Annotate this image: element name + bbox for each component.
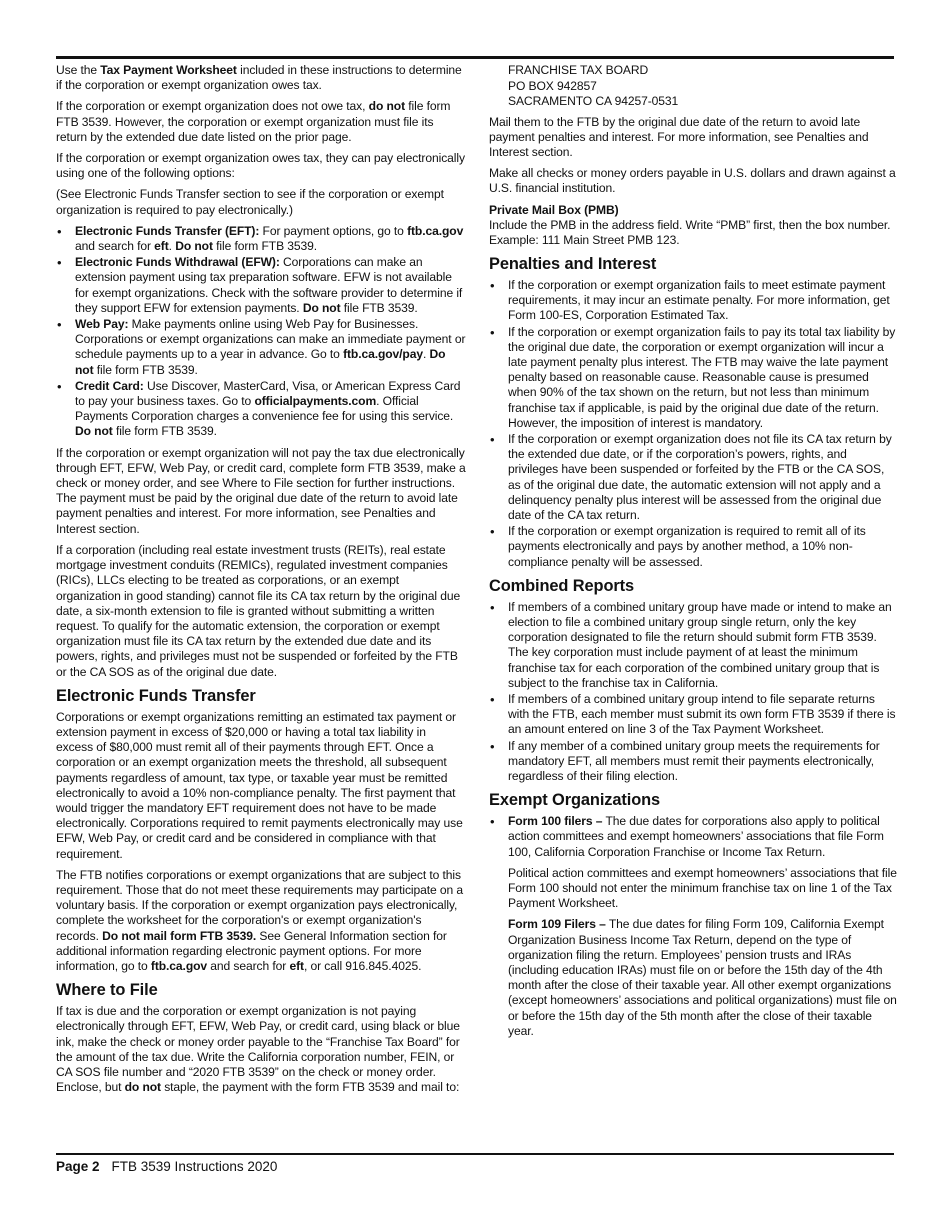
penalties-heading: Penalties and Interest	[489, 254, 657, 273]
worksheet-paragraph: Use the Tax Payment Worksheet included in these instructions to determine if the corporation or exempt organization owes tax.	[56, 63, 462, 93]
list-item: • Electronic Funds Transfer (EFT): For payment options, go to ftb.ca.gov and search for eft. Do not file form FTB 3539.	[56, 224, 466, 254]
list-item: • If members of a combined unitary group intend to file separate returns with the FTB, each member must submit its own form FTB 3539 if there is an amount entered on line 3 of the Tax Payment Worksheet.	[489, 692, 897, 738]
exempt-orgs-list	[489, 814, 897, 860]
eft-heading: Electronic Funds Transfer	[56, 686, 256, 705]
combined-reports-list	[489, 600, 897, 784]
pac-paragraph: Political action committees and exempt homeowners’ associations that file Form 100 should not enter the minimum franchise tax on line 1 of the Tax Payment Worksheet.	[508, 865, 897, 911]
document-title: FTB 3539 Instructions 2020	[111, 1159, 278, 1174]
payment-options-list	[56, 224, 466, 440]
eft-paragraph: Corporations or exempt organizations remitting an estimated tax payment or extension payment in excess of $20,000 or having a total tax liability in excess of $80,000 must remit all of their payments through EFT. Once a corporation or an exempt organization meets the threshold, all subsequent payments regardless of amount, tax type, or taxable year must be remitted electronically to avoid a 10% non-compliance penalty. The first payment that would trigger the mandatory EFT requirement does not have to be made electronically. Corporations required to remit payments electronically may use EFW, Web Pay, or credit card and be considered in compliance with that requirement.	[56, 709, 463, 861]
bottom-rule	[56, 1153, 894, 1155]
combined-reports-heading: Combined Reports	[489, 576, 635, 595]
us-dollars-paragraph: Make all checks or money orders payable in U.S. dollars and drawn against a U.S. financial institution.	[489, 166, 896, 196]
no-tax-paragraph: If the corporation or exempt organization does not owe tax, do not file form FTB 3539. However, the corporation or exempt organization must file its return by the extended due date listed on the prior page.	[56, 99, 451, 144]
address-line: SACRAMENTO CA 94257-0531	[508, 94, 679, 108]
exempt-orgs-heading: Exempt Organizations	[489, 791, 661, 810]
address-line: FRANCHISE TAX BOARD	[508, 63, 649, 77]
page-footer	[56, 1158, 277, 1175]
page-number: Page 2	[56, 1159, 100, 1174]
list-item: • Electronic Funds Withdrawal (EFW): Corporations can make an extension payment using tax preparation software. EFW is not available for exempt organizations. Check with the software provider to determine if they support EFW for extension payments. Do not file FTB 3539.	[56, 255, 466, 316]
top-rule	[56, 56, 894, 59]
list-item: • If the corporation or exempt organization fails to pay its total tax liability by the original due date, the corporation or exempt organization will incur a late payment penalty plus interest. The FTB may waive the late payment penalty based on reasonable cause. Reasonable cause is presumed when 90% of the tax shown on the return, but not less than minimum franchise tax if applicable, is paid by the original due date of the return. However, the imposition of interest is mandatory.	[489, 325, 897, 431]
list-item: • If the corporation or exempt organization fails to meet estimate payment requirements, it may incur an estimate penalty. For more information, get Form 100-ES, Corporation Estimated Tax.	[489, 278, 897, 324]
extension-paragraph: If a corporation (including real estate investment trusts (REITs), real estate mortgage investment conduits (REMICs), regulated investment companies (RICs), LLCs electing to be treated as corporations, or an exempt organization in good standing) cannot file its CA tax return by the original due date, a six-month extension to file is granted without submitting a written request. To qualify for the automatic extension, the corporation or exempt organization must file its CA tax return by the extended due date and its powers, rights, and privileges must not be suspended or forfeited by the FTB or the CA SOS as of the original due date.	[56, 542, 461, 679]
where-to-file-paragraph: If tax is due and the corporation or exempt organization is not paying electronically through EFT, EFW, Web Pay, or credit card, using black or blue ink, make the check or money order payable to the “Franchise Tax Board” for the amount of the tax due. Write the California corporation number, FEIN, or CA SOS file number and “2020 FTB 3539” on the check or money order. Enclose, but do not staple, the payment with the form FTB 3539 and mail to:	[56, 1004, 460, 1095]
pmb-heading: Private Mail Box (PMB)	[489, 202, 619, 217]
list-item: • Web Pay: Make payments online using Web Pay for Businesses. Corporations or exempt organizations can make an immediate payment or schedule payments up to a year in advance. Go to ftb.ca.gov/pay. Do not file form FTB 3539.	[56, 317, 466, 378]
list-item: • If members of a combined unitary group have made or intend to make an election to file a combined unitary group single return, only the key corporation designated to file the return should submit form FTB 3539. The key corporation must include payment of at least the minimum franchise tax for each corporation of the combined unitary group that is subject to the franchise tax in California.	[489, 600, 897, 691]
address-line: PO BOX 942857	[508, 78, 597, 93]
penalties-list	[489, 278, 897, 570]
owes-tax-paragraph: If the corporation or exempt organization owes tax, they can pay electronically using one of the following options:	[56, 151, 465, 181]
right-column	[489, 63, 897, 1045]
mail-deadline-paragraph: Mail them to the FTB by the original due date of the return to avoid late payment penalties and interest. For more information, see Penalties and Interest section.	[489, 114, 869, 159]
list-item: • If the corporation or exempt organization is required to remit all of its payments electronically and pays by another method, a 10% non-compliance penalty will be assessed.	[489, 524, 897, 570]
pmb-paragraph: Include the PMB in the address field. Write “PMB” first, then the box number. Example: 111 Main Street PMB 123.	[489, 217, 891, 247]
list-item: • If the corporation or exempt organization does not file its CA tax return by the extended due date, or if the corporation’s powers, rights, and privileges have been suspended or forfeited by the FTB or the CA SOS, as of the original due date, the automatic extension will not apply and a delinquency penalty plus interest will be assessed from the original due date of the CA tax return.	[489, 432, 897, 523]
list-item: • If any member of a combined unitary group meets the requirements for mandatory EFT, all members must remit their payments electronically, regardless of their filing election.	[489, 739, 897, 785]
list-item: • Credit Card: Use Discover, MasterCard, Visa, or American Express Card to pay your business taxes. Go to officialpayments.com. Official Payments Corporation charges a convenience fee for using this service. Do not file form FTB 3539.	[56, 379, 466, 440]
no-electronic-paragraph: If the corporation or exempt organization will not pay the tax due electronically through EFT, EFW, Web Pay, or credit card, complete form FTB 3539, make a check or money order, and see Where to File section for further instructions. The payment must be paid by the original due date of the return to avoid late payment penalties and interest. For more information, see Penalties and Interest section.	[56, 445, 466, 536]
form-109-paragraph: Form 109 Filers – The due dates for filing Form 109, California Exempt Organization Business Income Tax Return, depend on the type of organization filing the return. Employees’ pension trusts and IRAs (including education IRAs) must file on or before the 15th day of the 4th month after the close of their taxable year. All other exempt organizations (except homeowners’ associations and political organizations) must file on or before the 15th day of the 5th month after the close of their taxable year.	[508, 917, 897, 1038]
eft-note-paragraph: (See Electronic Funds Transfer section to see if the corporation or exempt organization is required to pay electronically.)	[56, 187, 444, 217]
ftb-notifies-paragraph: The FTB notifies corporations or exempt organizations that are subject to this requirement. Those that do not meet these requirements may participate on a voluntary basis. If the corporation or exempt organization pays electronically, complete the worksheet for the corporation's or exempt organization's records. Do not mail form FTB 3539. See General Information section for additional information regarding electronic payment options. For more information, go to ftb.ca.gov and search for eft, or call 916.845.4025.	[56, 867, 464, 973]
left-column	[56, 63, 466, 1101]
list-item: • Form 100 filers – The due dates for corporations also apply to political action committees and exempt homeowners’ associations that file Form 100, California Corporation Franchise or Income Tax Return.	[489, 814, 897, 860]
where-to-file-heading: Where to File	[56, 981, 158, 1000]
mailing-address	[489, 63, 897, 110]
